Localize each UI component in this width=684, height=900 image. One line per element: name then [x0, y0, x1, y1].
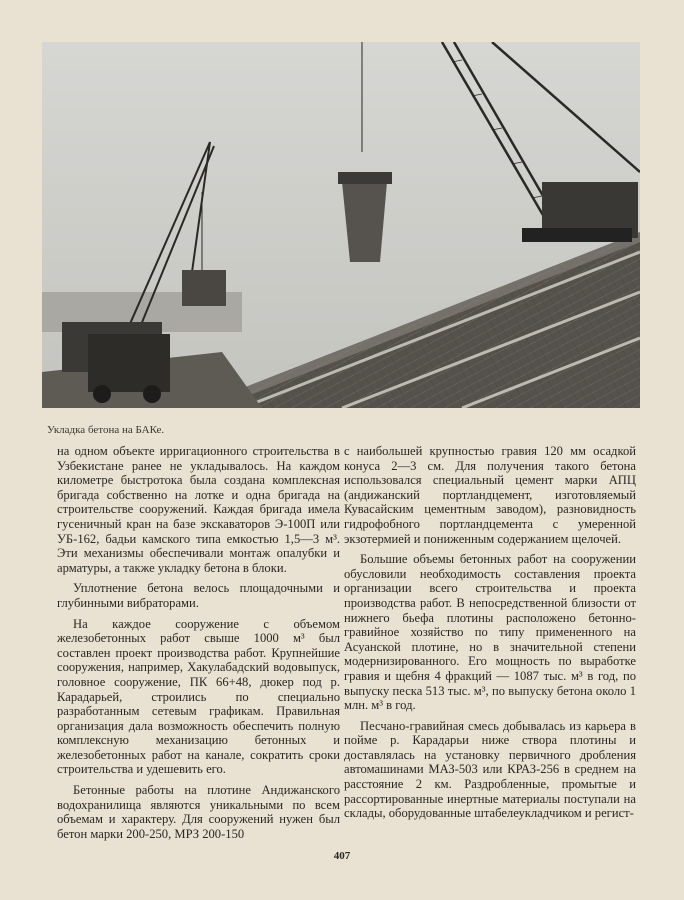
- right-column: [344, 444, 636, 827]
- concrete-placement-photo: [42, 42, 640, 408]
- photo-illustration: [42, 42, 640, 408]
- paragraph: на одном объекте ирригационного строительства в Узбекистане ранее не укладывалось. На каждом километре быстротока была создана комплексная бригада собственно на лотке и одна бригада на строительстве сооружений. Каждая бригада имела гусеничный кран на базе экскаваторов Э-100П или УБ-162, бадьи камского типа емкостью 1,5—3 м³. Эти механизмы обеспечивали монтаж опалубки и арматуры, а также укладку бетона в блоки.: [57, 444, 340, 575]
- paragraph: Песчано-гравийная смесь добывалась из карьера в пойме р. Карадарьи ниже створа плотины и доставлялась на установку первичного дробления автомашинами МАЗ-503 или КРАЗ-256 в среднем на расстояние 2 км. Раздробленные, промытые и рассортированные инертные материалы поступали на склады, оборудованные штабелеукладчиком и регист-: [344, 718, 636, 821]
- figure-caption: Укладка бетона на БАКе.: [47, 424, 165, 436]
- paragraph: На каждое сооружение с объемом железобетонных работ свыше 1000 м³ был составлен проект производства работ. Крупнейшие сооружения, например, Хакулабадский водовыпуск, головное сооружение, ПК 66+48, дюкер под р. Карадарьей, строились по специально разработанным сетевым графикам. Правильная организация дала возможность обеспечить полную комплексную механизацию бетонных и железобетонных работ на канале, сократить сроки строительства и удешевить его.: [57, 616, 340, 777]
- left-column: [57, 444, 340, 847]
- paragraph: Большие объемы бетонных работ на сооружении обусловили необходимость составления проекта организации всего строительства и проекта производства работ. В непосредственной близости от нижнего бьефа плотины расположено бетонно-гравийное хозяйство по типу примененного на Асуанской плотине, но в значительной степени модернизированного. Его мощность по выработке гравия и щебня 4 фракций — 1087 тыс. м³ в год, по выпуску песка 513 тыс. м³, по выпуску бетона около 1 млн. м³ в год.: [344, 552, 636, 713]
- paragraph: Уплотнение бетона велось площадочными и глубинными вибраторами.: [57, 581, 340, 610]
- page-number: 407: [333, 850, 351, 862]
- paragraph: с наибольшей крупностью гравия 120 мм осадкой конуса 2—3 см. Для получения такого бетона использовался специальный цемент марки АПЦ (андижанский портландцемент, изготовляемый Кувасайским цементным заводом), разновидность гидрофобного портландцемента с умеренной экзотермией и пониженным содержанием щелочей.: [344, 444, 636, 546]
- paragraph: Бетонные работы на плотине Андижанского водохранилища являются уникальными по всем объемам и характеру. Для сооружений нужен был бетон марки 200-250, МРЗ 200-150: [57, 783, 340, 841]
